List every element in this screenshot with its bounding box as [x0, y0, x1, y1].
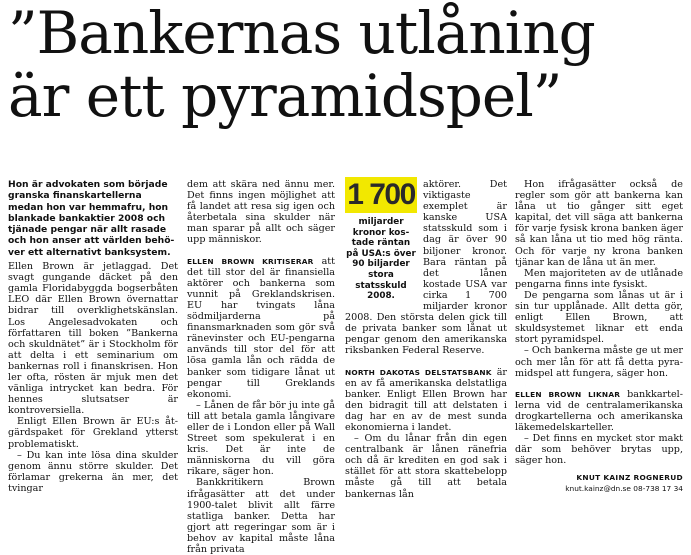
body-paragraph: dem att skära ned ännu mer. Det finns ingen möjlighet att få landet att resa sig igen och återbetala sina skulder när man sparar på allt och säger upp människor. — [187, 179, 335, 246]
headline-line-1: ”Bankernas utlåning — [8, 0, 595, 67]
body-paragraph: De pengarna som lånas ut är i sin tur upplånade. Allt detta gör, enligt Ellen Brown, att skuldsystemet liknar ett enda stort pyramidspel. — [515, 289, 683, 346]
section-kicker: NORTH DAKOTAS DELSTATSBANK — [345, 367, 492, 377]
body-text: bankkartellerna vid de centralamerikanska drogkartellerna och amerikanska läkemedelskarteller. — [515, 388, 683, 433]
article-column-4 — [515, 179, 683, 524]
section-kicker: ELLEN BROWN LIKNAR — [515, 389, 621, 399]
body-paragraph: – Och bankerna måste ge ut mer och mer lån för att få detta pyramidspel att fungera, säger hon. — [515, 345, 684, 379]
ingress: Hon är advokaten som började granska finanskartellerna medan hon var hemmafru, hon blankade bankaktier 2008 och tjänade pengar när allt rasade och hon anser att världen behöver ett alternativt banksystem. — [8, 179, 175, 258]
body-paragraph: – Om du lånar från din egen centralbank är lånen ränefria och då är krediten en god sak i stället för att stora skattebelopp måste gå till att betala bankernas lån — [345, 433, 507, 500]
body-paragraph: – Lånen de får bör ju inte gå till att betala gamla långivare eller de i London eller på Wall Street som spekulerat i en kris. Det är inte de människorna du vill göra rikare, säger hon. — [187, 399, 335, 478]
subhead-paragraph — [515, 389, 683, 433]
body-paragraph: Enligt Ellen Brown är EU:s åtgärdspaket för Grekland ytterst problematiskt. — [8, 416, 178, 450]
body-paragraph: Hon ifrågasätter också de regler som gör att bankerna kan låna ut tio gånger sitt eget kapital, det vill säga att bankerna för varje fysisk krona banken äger så kan låna ut tio med hög ränta. Och för varje ny krona banken tjänar kan de låna ut än mer. — [515, 179, 683, 268]
byline — [515, 472, 683, 494]
article-column-3 — [345, 179, 507, 524]
author-name: KNUT KAINZ ROGNERUD — [576, 473, 683, 483]
fact-text: miljarder kronor kostade räntan på USA:s över 90 biljarder stora statsskuld 2008. — [346, 217, 416, 302]
fact-number: 1 700 — [345, 177, 417, 213]
author-contact: knut.kainz@dn.se 08-738 17 34 — [565, 484, 683, 494]
section-kicker: ELLEN BROWN KRITISERAR — [187, 256, 314, 266]
body-paragraph: Bankkritikern Brown ifrågasätter att det under 1900-talet blivit allt färre statliga banker. Detta har gjort att regeringar som är i behov av kapital måste låna från privata — [187, 477, 335, 555]
body-paragraph: – Du kan inte lösa dina skulder genom ännu större skulder. Det förlamar grekerna än mer, det tvingar — [8, 449, 178, 494]
subhead-paragraph — [345, 367, 507, 434]
headline-line-2: är ett pyramidspel” — [8, 62, 562, 130]
body-text: att det till stor del är finansiella aktörer och bankerna som vunnit på Greklandskrisen. EU har tvingats låna södmiljarderna på finansmarknaden som gör svå ränevinster och EU-pengarna används till stor del för att lösa gamla lån och rädda de banker som tidigare lånat ut pengar till Greklands ekonomi. — [187, 255, 336, 400]
article-column-2 — [187, 179, 336, 555]
article-column-1 — [8, 179, 178, 524]
body-paragraph: aktörer. Det viktigaste exemplet är kanske USA statsskuld som i dag är över 90 biljoner kronor. Bara räntan på det lånen kostade USA var cirka 1 700 miljarder kronor 2008. Den största delen gick till de privata banker som lånat ut pengar genom den amerikanska riksbanken Federal Reserve. — [345, 179, 507, 357]
fact-box — [345, 177, 417, 302]
subhead-paragraph — [187, 256, 335, 400]
body-paragraph: Men majoriteten av de utlånade pengarna finns inte fysiskt. — [515, 267, 683, 290]
body-text: är en av få amerikanska delstatliga banker. Enligt Ellen Brown har den bidragit till att delstaten i dag har en av de mest sunda ekonomierna i landet. — [345, 366, 508, 433]
body-paragraph: – Det finns en mycket stor makt där som behöver brytas upp, säger hon. — [515, 433, 683, 467]
headline — [8, 2, 688, 128]
body-paragraph: Ellen Brown är jetlaggad. Det svagt gungande däcket på den gamla Floridabyggda bogserbåten LEO där Ellen Brown övernattar bidrar till overklighetskänslan. Los Angelesadvokaten och författaren till boken ”Bankerna och skuldnätet” är i Stockholm för att delta i ett seminarium om bankernas roll i finanskrisen. Hon ler ofta, rösten är mjuk men det vänliga intrycket kan bedra. För hennes slutsatser är kontroversiella. — [8, 261, 178, 417]
